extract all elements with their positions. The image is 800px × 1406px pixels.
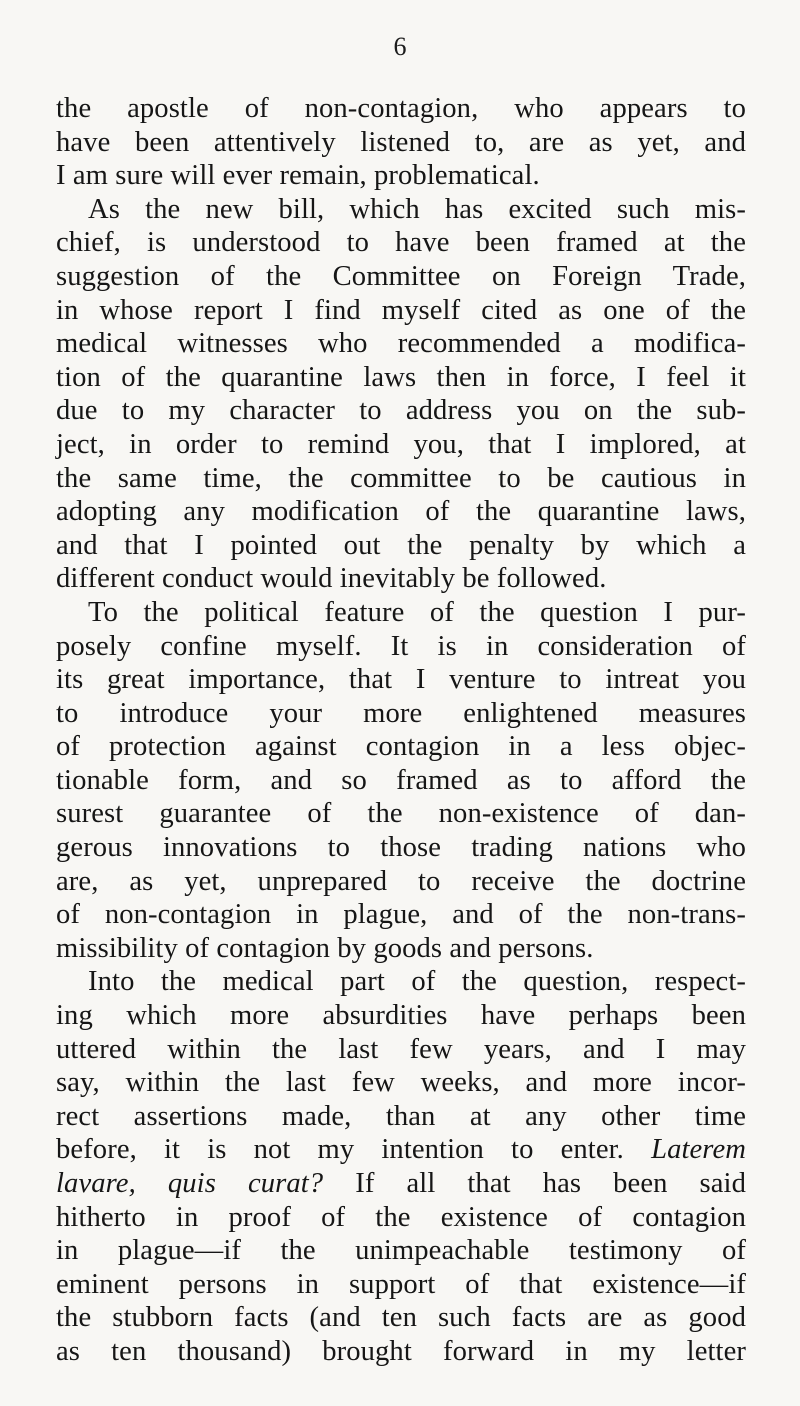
text-line: uttered within the last few years, and I may [56, 1033, 746, 1065]
text-line: chief, is understood to have been framed at the [56, 227, 746, 259]
text-line: different conduct would inevitably be followed. [56, 563, 607, 595]
text-line: Into the medical part of the question, respect- [88, 966, 746, 998]
text-line: posely confine myself. It is in consideration of [56, 630, 746, 662]
text-line: gerous innovations to those trading nations who [56, 832, 746, 864]
italic-phrase: Laterem [651, 1134, 747, 1166]
text-line: ing which more absurdities have perhaps been [56, 1000, 746, 1032]
text-line: suggestion of the Committee on Foreign Trade, [56, 260, 746, 292]
text-line: I am sure will ever remain, problematical. [56, 160, 540, 192]
text-line: the apostle of non-contagion, who appears to [56, 93, 746, 124]
text-line: the stubborn facts (and ten such facts are as good [56, 1302, 746, 1334]
text-line: tion of the quarantine laws then in force, I feel it [56, 361, 746, 393]
text-line: in plague—if the unimpeachable testimony of [56, 1235, 746, 1267]
text-line: say, within the last few weeks, and more incor- [56, 1067, 746, 1099]
text-line: of non-contagion in plague, and of the non-trans- [56, 899, 746, 931]
text-line [56, 1167, 746, 1201]
text-line: its great importance, that I venture to intreat you [56, 664, 746, 696]
text-line: hitherto in proof of the existence of contagion [56, 1201, 746, 1233]
text-line: rect assertions made, than at any other time [56, 1100, 746, 1132]
text-line-content: If all that has been said [323, 1168, 746, 1199]
text-line: are, as yet, unprepared to receive the doctrine [56, 865, 746, 897]
page-number: 6 [393, 32, 407, 61]
text-line: medical witnesses who recommended a modifica- [56, 328, 746, 360]
text-line: due to my character to address you on the sub- [56, 395, 746, 427]
text-line: surest guarantee of the non-existence of dan- [56, 798, 746, 830]
text-line-content: before, it is not my intention to enter. [56, 1134, 624, 1166]
text-line: the same time, the committee to be cautious in [56, 462, 746, 494]
text-line: and that I pointed out the penalty by which a [56, 529, 746, 561]
text-line: To the political feature of the question I pur- [88, 596, 746, 628]
text-line: ject, in order to remind you, that I implored, at [56, 428, 746, 460]
text-line: missibility of contagion by goods and persons. [56, 932, 594, 964]
text-line: in whose report I find myself cited as one of the [56, 294, 746, 326]
text-line [56, 1133, 746, 1167]
body-text [56, 92, 746, 1369]
text-line: tionable form, and so framed as to afford the [56, 764, 746, 796]
text-line: of protection against contagion in a less objec- [56, 731, 746, 763]
text-line: As the new bill, which has excited such mis- [88, 193, 746, 225]
text-line: to introduce your more enlightened measures [56, 697, 746, 729]
text-line: adopting any modification of the quarantine laws, [56, 496, 746, 528]
italic-phrase: lavare, quis curat? [56, 1168, 324, 1199]
text-line: as ten thousand) brought forward in my letter [56, 1335, 746, 1367]
text-line: have been attentively listened to, are as yet, and [56, 126, 746, 158]
text-line: eminent persons in support of that existence—if [56, 1268, 746, 1300]
